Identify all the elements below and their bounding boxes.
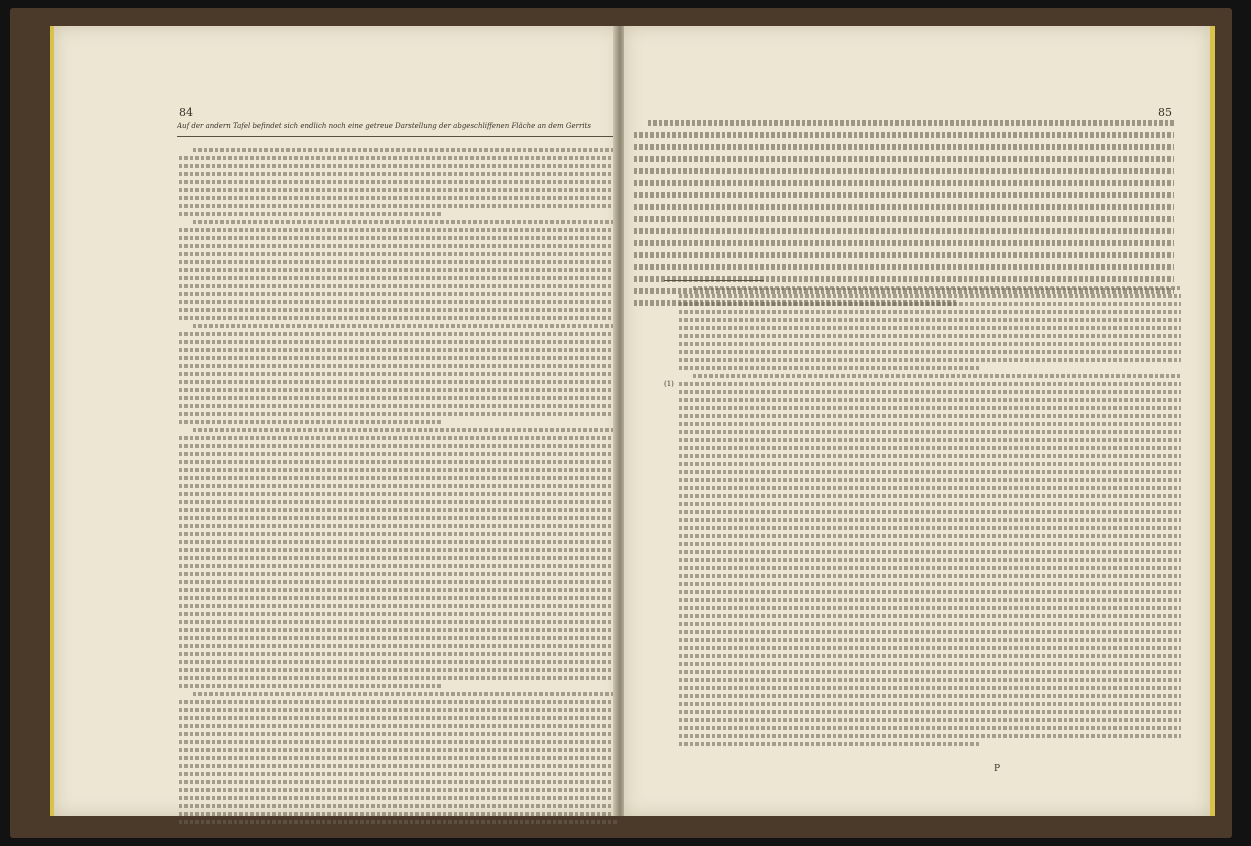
text-line (179, 668, 617, 672)
text-line (634, 144, 1174, 150)
page-number: 85 (1158, 106, 1172, 119)
text-line (679, 406, 1181, 410)
text-line (679, 598, 1181, 602)
text-line (179, 724, 617, 728)
text-line (179, 332, 617, 336)
text-line (679, 550, 1181, 554)
page-header: Auf der andern Tafel befindet sich endlich noch eine getreue Darstellung der abgeschliffenen Fläche an dem Gerrits (177, 122, 591, 130)
text-line (634, 180, 1174, 186)
text-line (679, 494, 1181, 498)
text-line (179, 340, 617, 344)
text-line (634, 264, 1174, 270)
text-line (179, 748, 617, 752)
text-line (179, 644, 617, 648)
text-line (179, 156, 617, 160)
text-line (679, 382, 1181, 386)
text-line (179, 540, 617, 544)
text-line (179, 492, 617, 496)
text-line (179, 700, 617, 704)
text-line (679, 742, 980, 746)
text-line (179, 260, 617, 264)
text-line (179, 348, 617, 352)
text-line (679, 670, 1181, 674)
text-line (179, 460, 617, 464)
book-spread (10, 8, 1232, 838)
text-line (634, 216, 1174, 222)
text-line (679, 614, 1181, 618)
text-line (179, 316, 617, 320)
text-line (179, 388, 617, 392)
text-line (179, 204, 617, 208)
text-line (179, 484, 617, 488)
text-line (693, 374, 1181, 378)
text-line (679, 358, 1181, 362)
text-line (634, 204, 1174, 210)
footnote-rule (664, 280, 764, 281)
text-line (179, 364, 617, 368)
text-line (634, 132, 1174, 138)
text-line (179, 604, 617, 608)
text-line (634, 240, 1174, 246)
text-line (179, 212, 442, 216)
left-page (50, 26, 620, 816)
text-line (679, 646, 1181, 650)
text-line (179, 236, 617, 240)
signature-mark: P (994, 764, 1001, 774)
text-line (179, 180, 617, 184)
text-line (679, 686, 1181, 690)
text-line (648, 120, 1174, 126)
text-line (679, 486, 1181, 490)
text-line (179, 524, 617, 528)
text-line (179, 268, 617, 272)
text-line (679, 422, 1181, 426)
text-line (179, 780, 617, 784)
header-rule (177, 136, 617, 137)
text-line (179, 532, 617, 536)
text-line (179, 628, 617, 632)
text-line (679, 454, 1181, 458)
text-line (179, 444, 617, 448)
text-line (679, 366, 980, 370)
text-line (679, 654, 1181, 658)
text-line (679, 294, 1181, 298)
text-line (634, 252, 1174, 258)
text-line (679, 662, 1181, 666)
text-line (679, 430, 1181, 434)
text-line (179, 548, 617, 552)
text-line (679, 446, 1181, 450)
text-line (179, 276, 617, 280)
text-line (179, 636, 617, 640)
text-line (179, 684, 442, 688)
text-line (179, 412, 617, 416)
text-line (679, 470, 1181, 474)
text-line (179, 292, 617, 296)
text-line (193, 692, 617, 696)
text-line (634, 192, 1174, 198)
text-line (679, 566, 1181, 570)
text-line (679, 710, 1181, 714)
text-line (179, 572, 617, 576)
text-line (179, 452, 617, 456)
text-line (179, 612, 617, 616)
text-line (179, 516, 617, 520)
text-line (679, 510, 1181, 514)
text-line (179, 772, 617, 776)
text-line (179, 308, 617, 312)
text-line (679, 518, 1181, 522)
text-line (679, 318, 1181, 322)
text-line (179, 732, 617, 736)
footnote-mark: (1) (664, 380, 674, 388)
text-line (679, 334, 1181, 338)
text-line (679, 438, 1181, 442)
text-line (679, 622, 1181, 626)
text-line (193, 148, 617, 152)
text-line (179, 564, 617, 568)
text-line (179, 476, 617, 480)
text-line (179, 804, 617, 808)
text-line (679, 678, 1181, 682)
text-line (179, 436, 617, 440)
text-line (679, 734, 1181, 738)
text-line (679, 350, 1181, 354)
text-line (179, 740, 617, 744)
text-line (679, 558, 1181, 562)
text-line (679, 726, 1181, 730)
text-line (179, 284, 617, 288)
text-line (179, 420, 442, 424)
text-line (679, 582, 1181, 586)
text-line (179, 244, 617, 248)
text-line (179, 356, 617, 360)
text-line (679, 462, 1181, 466)
text-line (179, 588, 617, 592)
text-line (179, 500, 617, 504)
text-line (179, 252, 617, 256)
text-line (679, 302, 1181, 306)
text-line (193, 220, 617, 224)
text-line (679, 638, 1181, 642)
text-line (179, 708, 617, 712)
text-line (693, 286, 1181, 290)
text-line (679, 606, 1181, 610)
text-line (193, 324, 617, 328)
text-line (179, 652, 617, 656)
text-line (179, 300, 617, 304)
text-line (179, 404, 617, 408)
text-line (179, 380, 617, 384)
text-line (179, 620, 617, 624)
text-line (179, 172, 617, 176)
text-line (179, 756, 617, 760)
text-line (634, 228, 1174, 234)
text-line (179, 820, 617, 824)
text-line (679, 718, 1181, 722)
text-line (679, 478, 1181, 482)
text-line (679, 526, 1181, 530)
text-line (679, 310, 1181, 314)
text-line (679, 390, 1181, 394)
text-line (634, 276, 1174, 282)
right-page (624, 26, 1215, 816)
text-line (679, 542, 1181, 546)
text-line (193, 428, 617, 432)
text-line (679, 694, 1181, 698)
text-line (179, 556, 617, 560)
text-line (179, 676, 617, 680)
page-number: 84 (179, 106, 193, 119)
body-text (634, 120, 1174, 312)
text-line (679, 326, 1181, 330)
text-line (679, 414, 1181, 418)
text-line (179, 372, 617, 376)
text-line (179, 812, 617, 816)
text-line (179, 508, 617, 512)
text-line (179, 716, 617, 720)
text-line (634, 168, 1174, 174)
text-line (679, 574, 1181, 578)
text-line (179, 596, 617, 600)
text-line (179, 468, 617, 472)
text-line (179, 796, 617, 800)
text-line (179, 660, 617, 664)
text-line (179, 788, 617, 792)
text-line (179, 164, 617, 168)
footnote-text (679, 286, 1181, 750)
text-line (179, 228, 617, 232)
text-line (679, 590, 1181, 594)
text-line (179, 396, 617, 400)
body-text (179, 148, 617, 828)
text-line (179, 764, 617, 768)
text-line (679, 702, 1181, 706)
text-line (634, 156, 1174, 162)
text-line (679, 342, 1181, 346)
text-line (679, 398, 1181, 402)
text-line (679, 534, 1181, 538)
text-line (179, 188, 617, 192)
text-line (679, 502, 1181, 506)
text-line (179, 580, 617, 584)
text-line (679, 630, 1181, 634)
text-line (179, 196, 617, 200)
